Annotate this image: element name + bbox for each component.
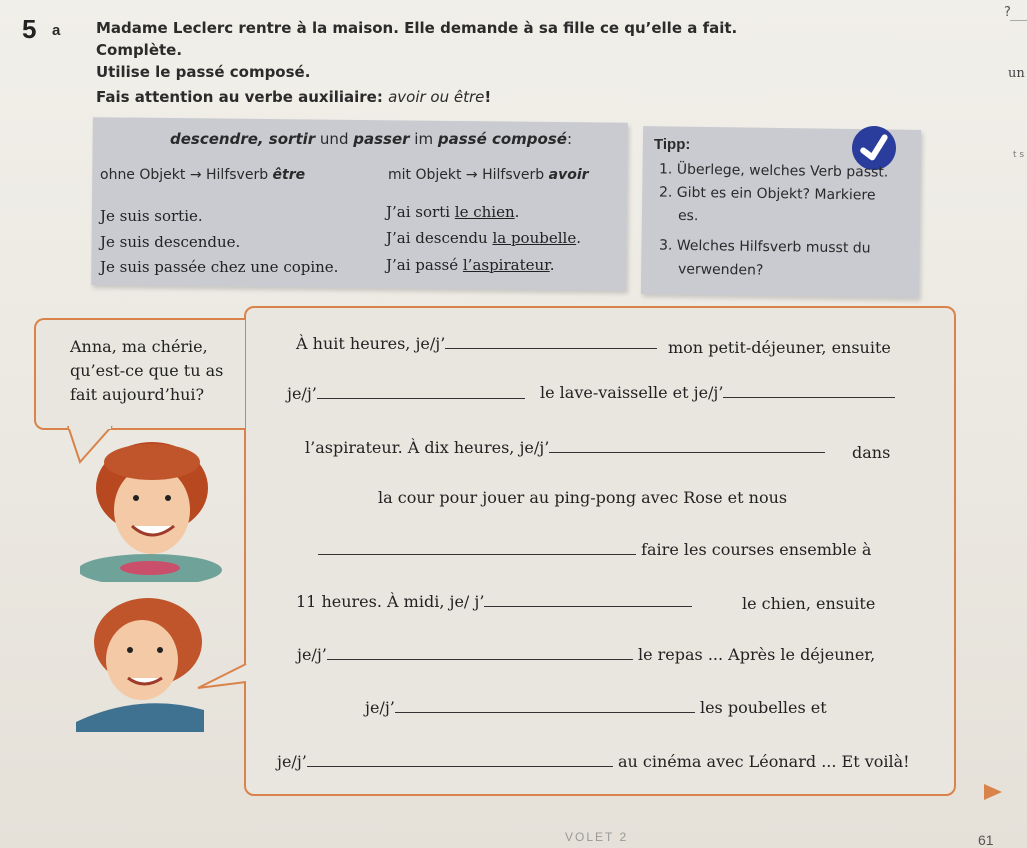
edge-text-ts: t s [1013, 150, 1025, 160]
tipp-item-3: 3. Welches Hilfsverb musst du [658, 237, 871, 257]
tipp-item-1: 1. Überlege, welches Verb passt. [658, 161, 889, 181]
grammar-example-right: J’ai descendu la poubelle. [386, 229, 581, 247]
answer-blank[interactable] [484, 593, 692, 607]
exercise-line: je/j’ les poubelles et [365, 698, 827, 717]
grammar-example-right: J’ai passé l’aspirateur. [386, 256, 555, 274]
tipp-item-2: 2. Gibt es ein Objekt? Markiere [658, 184, 876, 204]
exercise-line: le lave-vaisselle et je/j’ [540, 383, 895, 402]
speech-line-3: fait aujourd’hui? [70, 385, 205, 404]
answer-blank[interactable] [445, 335, 657, 349]
grammar-example-left: Je suis passée chez une copine. [100, 258, 339, 276]
edge-question-mark: ? [1004, 5, 1011, 20]
instruction-line-1: Madame Leclerc rentre à la maison. Elle demande à sa fille ce qu’elle a fait. [96, 19, 738, 37]
tipp-item-2-cont: es. [677, 207, 699, 225]
speech-line-1: Anna, ma chérie, [70, 337, 208, 356]
exercise-line-end: dans [852, 443, 891, 462]
exercise-line: je/j’ le repas ... Après le déjeuner, [297, 645, 876, 664]
answer-blank[interactable] [317, 385, 525, 399]
grammar-column-left-header: ohne Objekt → Hilfsverb être [100, 167, 306, 183]
edge-text-un: un [1008, 66, 1025, 81]
footer-section-label: VOLET 2 [565, 830, 629, 844]
answer-blank[interactable] [307, 753, 613, 767]
exercise-line: je/j’ [287, 384, 525, 403]
exercise-line: la cour pour jouer au ping-pong avec Rose et nous [378, 488, 788, 507]
exercise-line: 11 heures. À midi, je/ j’ [296, 592, 692, 611]
tipp-title: Tipp: [654, 136, 691, 153]
instruction-line-4: Fais attention au verbe auxiliaire: avoir ou être! [96, 88, 492, 106]
answer-blank[interactable] [723, 384, 895, 398]
exercise-number: 5 [22, 14, 37, 44]
exercise-line-end: le chien, ensuite [742, 594, 876, 613]
mother-illustration [80, 432, 230, 582]
speech-line-2: qu’est-ce que tu as [70, 361, 224, 380]
next-arrow-icon [984, 784, 1002, 800]
edge-divider [1010, 20, 1027, 21]
instruction-line-3: Utilise le passé composé. [96, 63, 311, 81]
tipp-item-3-cont: verwenden? [677, 261, 764, 279]
answer-blank[interactable] [318, 541, 636, 555]
instruction-line-2: Complète. [96, 41, 183, 59]
exercise-line: je/j’ au cinéma avec Léonard ... Et voilà! [277, 752, 910, 771]
exercise-line: À huit heures, je/j’ [296, 334, 657, 353]
daughter-illustration [70, 592, 210, 732]
grammar-example-left: Je suis sortie. [100, 207, 203, 225]
grammar-title: descendre, sortir und passer im passé composé: [170, 130, 573, 148]
answer-blank[interactable] [549, 439, 825, 453]
exercise-part-letter: a [52, 22, 61, 39]
answer-blank[interactable] [395, 699, 695, 713]
exercise-line: faire les courses ensemble à [318, 540, 871, 559]
answer-blank[interactable] [327, 646, 633, 660]
grammar-column-right-header: mit Objekt → Hilfsverb avoir [388, 167, 589, 183]
page-number: 61 [978, 832, 994, 848]
grammar-example-left: Je suis descendue. [100, 233, 241, 251]
exercise-line: l’aspirateur. À dix heures, je/j’ [305, 438, 825, 457]
grammar-example-right: J’ai sorti le chien. [386, 203, 520, 221]
exercise-line-end: mon petit-déjeuner, ensuite [668, 338, 891, 357]
